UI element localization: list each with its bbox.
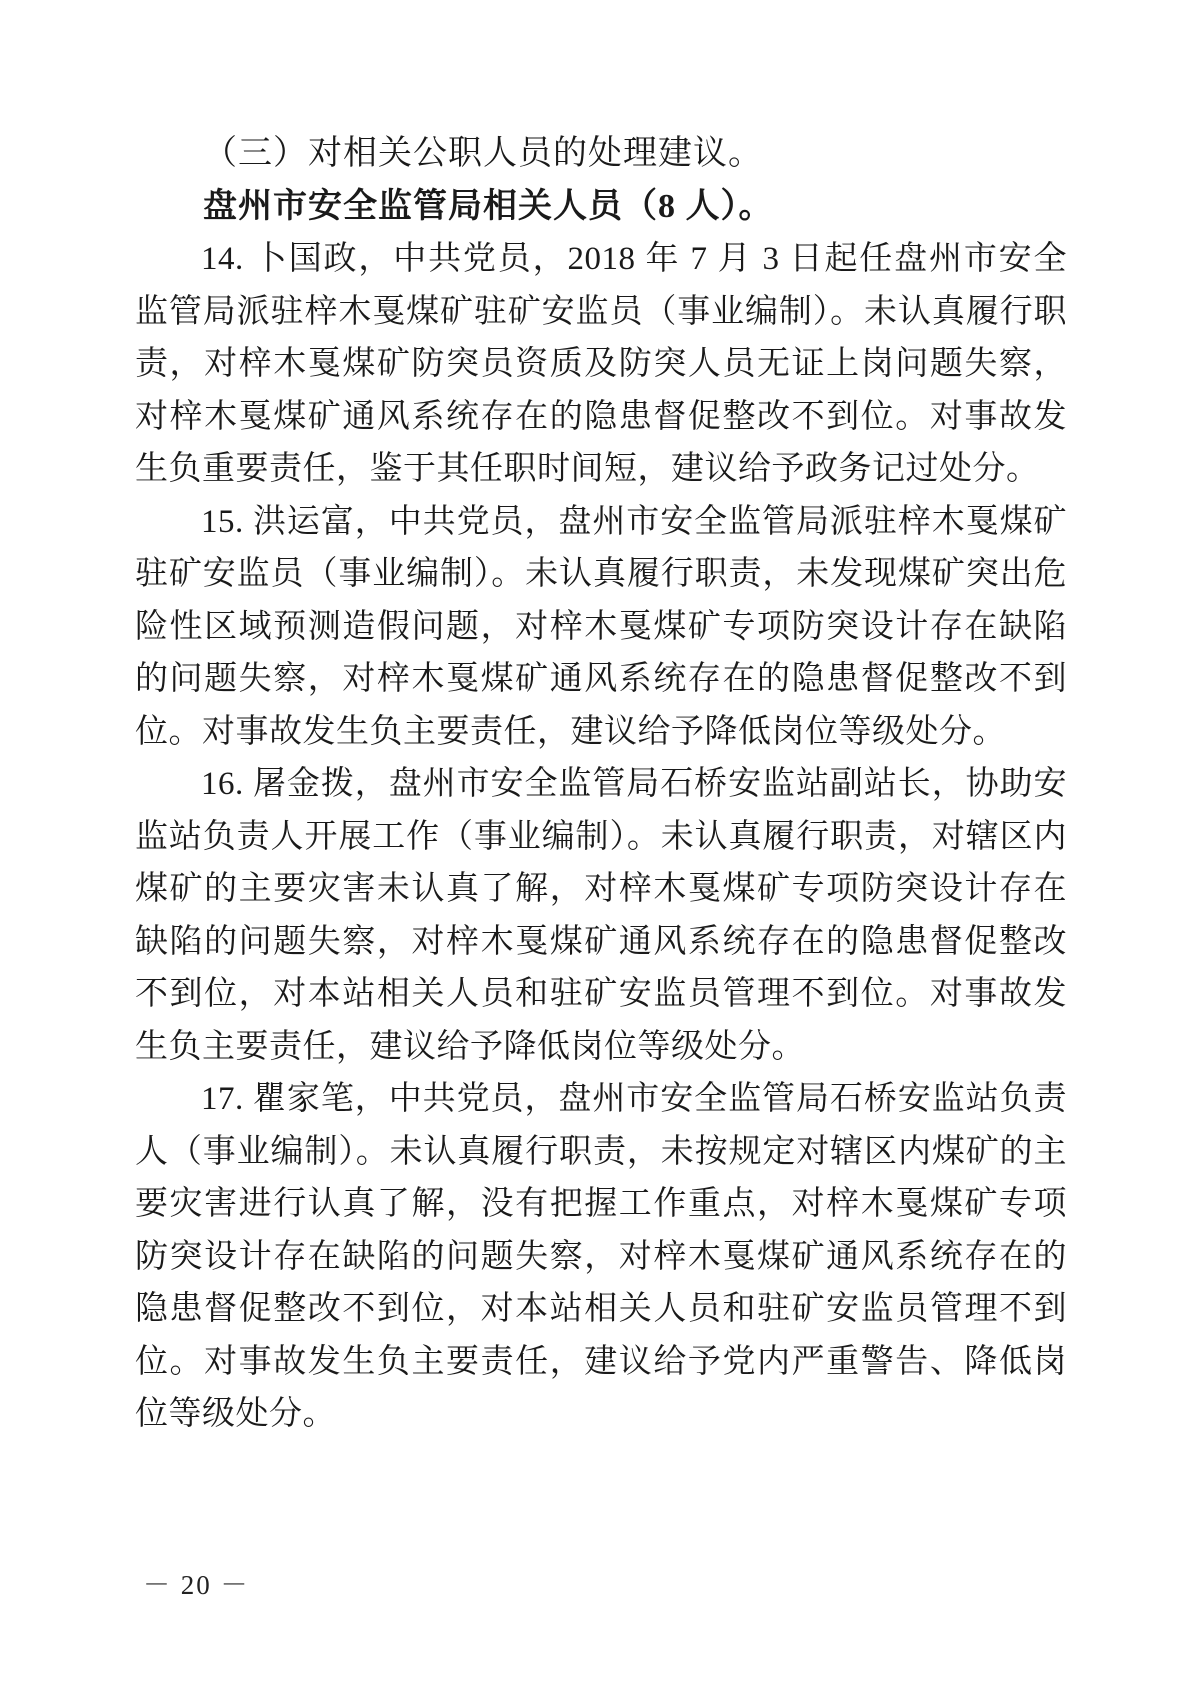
section-heading: （三）对相关公职人员的处理建议。 <box>203 135 763 172</box>
paragraph-item-17: 17. 瞿家笔，中共党员，盘州市安全监管局石桥安监站负责人（事业编制）。未认真履行职责，未按规定对辖区内煤矿的主要灾害进行认真了解，没有把握工作重点，对梓木戛煤矿专项防突设计存在缺陷的问题失察，对梓木戛煤矿通风系统存在的隐患督促整改不到位，对本站相关人员和驻矿安监员管理不到位。对事故发生负主要责任，建议给予党内严重警告、降低岗位等级处分。 <box>135 1081 1067 1432</box>
subsection-heading: 盘州市安全监管局相关人员（8 人）。 <box>203 187 774 225</box>
paragraph-item-16: 16. 屠金拨，盘州市安全监管局石桥安监站副站长，协助安监站负责人开展工作（事业编制）。未认真履行职责，对辖区内煤矿的主要灾害未认真了解，对梓木戛煤矿专项防突设计存在缺陷的问题失察，对梓木戛煤矿通风系统存在的隐患督促整改不到位，对本站相关人员和驻矿安监员管理不到位。对事故发生负主要责任，建议给予降低岗位等级处分。 <box>135 766 1067 1065</box>
document-content <box>135 128 1067 1441</box>
paragraph-item-15: 15. 洪运富，中共党员，盘州市安全监管局派驻梓木戛煤矿驻矿安监员（事业编制）。未认真履行职责，未发现煤矿突出危险性区域预测造假问题，对梓木戛煤矿专项防突设计存在缺陷的问题失察，对梓木戛煤矿通风系统存在的隐患督促整改不到位。对事故发生负主要责任，建议给予降低岗位等级处分。 <box>135 503 1067 750</box>
page-number: － 20 － <box>143 1570 250 1600</box>
paragraph-item-14: 14. 卜国政，中共党员，2018 年 7 月 3 日起任盘州市安全监管局派驻梓木戛煤矿驻矿安监员（事业编制）。未认真履行职责，对梓木戛煤矿防突员资质及防突人员无证上岗问题失察，对梓木戛煤矿通风系统存在的隐患督促整改不到位。对事故发生负重要责任，鉴于其任职时间短，建议给予政务记过处分。 <box>135 241 1067 487</box>
